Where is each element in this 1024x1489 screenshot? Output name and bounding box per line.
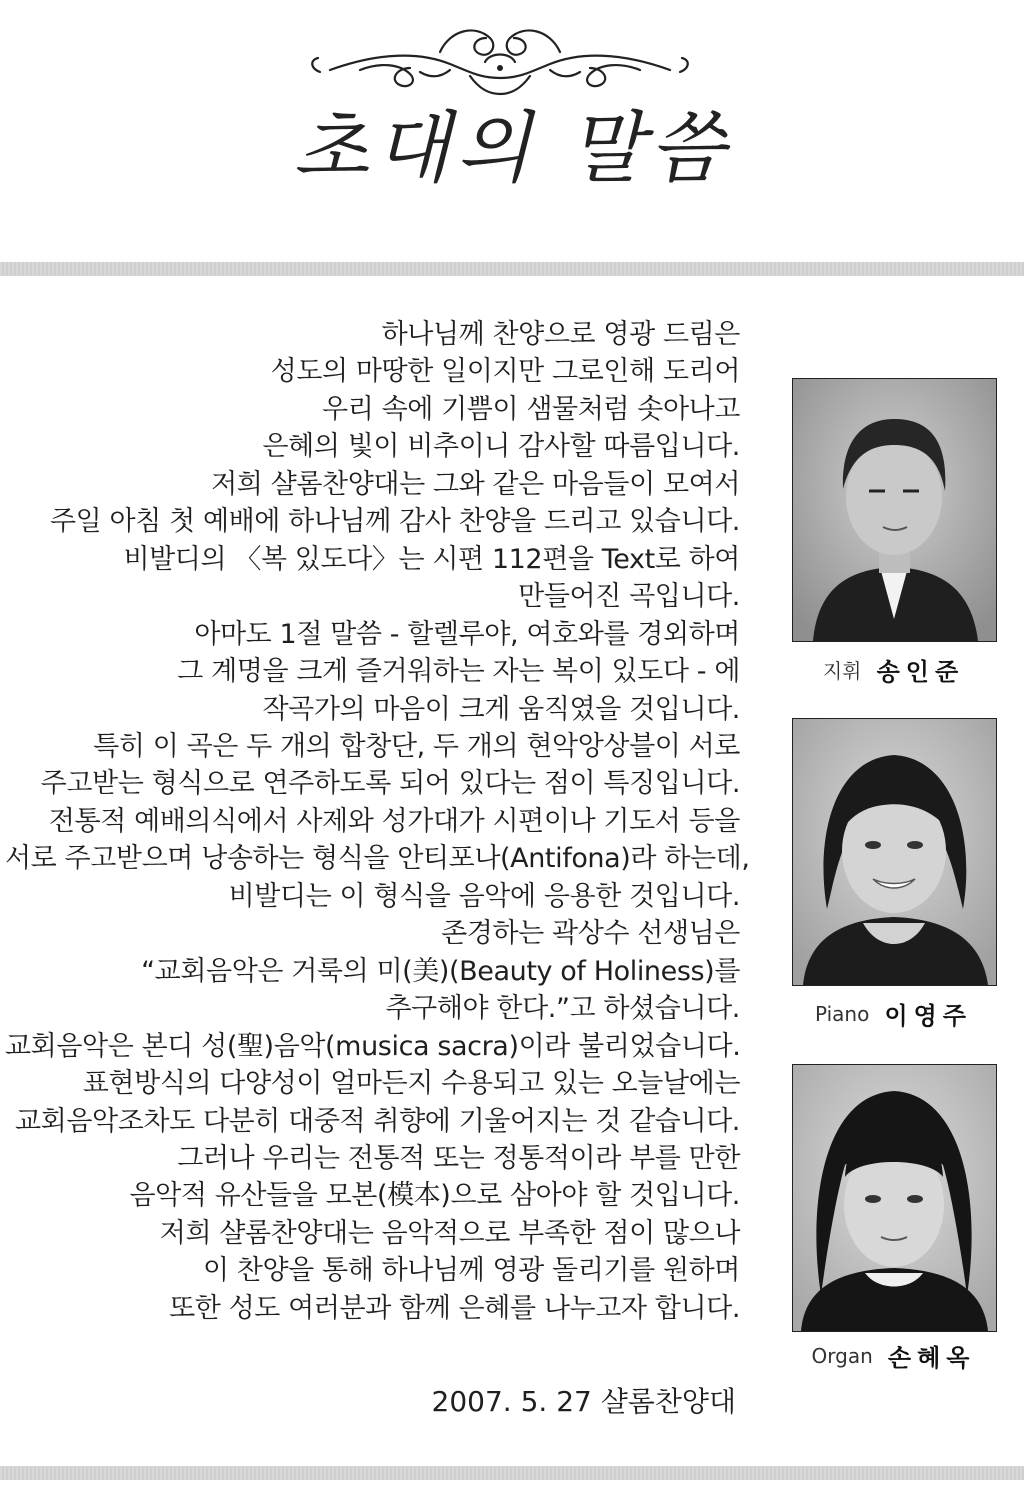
- pianist-caption: [792, 996, 995, 1031]
- body-line: 저희 샬롬찬양대는 그와 같은 마음들이 모여서: [211, 468, 740, 500]
- body-line: 전통적 예배의식에서 사제와 성가대가 시편이나 기도서 등을: [48, 805, 740, 837]
- ornament-flourish: [300, 12, 700, 102]
- body-line: 표현방식의 다양성이 얼마든지 수용되고 있는 오늘날에는: [82, 1068, 740, 1100]
- page-title: 초대의 말씀: [293, 104, 731, 194]
- body-line: 또한 성도 여러분과 함께 은혜를 나누고자 합니다.: [169, 1292, 740, 1324]
- organist-role: Organ: [811, 1343, 873, 1368]
- conductor-name: 송인준: [876, 658, 965, 686]
- body-line: 비발디의 〈복 있도다〉는 시편 112편을 Text로 하여: [123, 543, 740, 575]
- body-line: 존경하는 곽상수 선생님은: [441, 918, 740, 950]
- body-line: 교회음악은 본디 성(聖)음악(musica sacra)이라 불리었습니다.: [5, 1030, 741, 1062]
- organist-portrait: [792, 1064, 997, 1332]
- conductor-portrait: [792, 378, 997, 642]
- body-line: “교회음악은 거룩의 미(美)(Beauty of Holiness)를: [141, 955, 740, 987]
- body-line: 성도의 마땅한 일이지만 그로인해 도리어: [270, 356, 740, 388]
- body-line: 이 찬양을 통해 하나님께 영광 돌리기를 원하며: [202, 1255, 740, 1287]
- body-line: 음악적 유산들을 모본(模本)으로 삼아야 할 것입니다.: [129, 1180, 740, 1212]
- body-line: 우리 속에 기쁨이 샘물처럼 솟아나고: [322, 393, 740, 425]
- conductor-caption: [792, 652, 995, 687]
- body-line: 주일 아침 첫 예배에 하나님께 감사 찬양을 드리고 있습니다.: [49, 506, 740, 538]
- signature-date: 2007. 5. 27 샬롬찬양대: [431, 1385, 736, 1418]
- divider-band-top: [0, 262, 1024, 276]
- body-line: 저희 샬롬찬양대는 음악적으로 부족한 점이 많으나: [159, 1217, 740, 1249]
- body-line: 은혜의 빛이 비추이니 감사할 따름입니다.: [262, 431, 740, 463]
- divider-band-bottom: [0, 1466, 1024, 1480]
- organist-caption: [792, 1338, 995, 1373]
- body-line: 하나님께 찬양으로 영광 드림은: [381, 319, 740, 350]
- body-line: 교회음악조차도 다분히 대중적 취향에 기울어지는 것 같습니다.: [14, 1105, 740, 1137]
- body-line: 비발디는 이 형식을 음악에 응용한 것입니다.: [228, 880, 740, 912]
- organist-name: 손혜옥: [887, 1344, 976, 1372]
- pianist-name: 이영주: [884, 1002, 972, 1030]
- invitation-body: [5, 316, 750, 1327]
- body-line: 주고받는 형식으로 연주하도록 되어 있다는 점이 특징입니다.: [40, 768, 740, 800]
- body-line: 그 계명을 크게 즐거워하는 자는 복이 있도다 - 에: [177, 656, 740, 688]
- body-line: 작곡가의 마음이 크게 움직였을 것입니다.: [262, 693, 740, 725]
- pianist-portrait: [792, 718, 997, 986]
- pianist-role: Piano: [814, 1001, 870, 1026]
- body-line: 특히 이 곡은 두 개의 합창단, 두 개의 현악앙상블이 서로: [93, 730, 740, 762]
- body-line: 그러나 우리는 전통적 또는 정통적이라 부를 만한: [177, 1142, 740, 1174]
- body-line: 아마도 1절 말씀 - 할렐루야, 여호와를 경외하며: [194, 618, 740, 650]
- body-line: 만들어진 곡입니다.: [518, 581, 740, 613]
- body-line: 서로 주고받으며 낭송하는 형식을 안티포나(Antifona)라 하는데,: [5, 843, 750, 875]
- body-line: 추구해야 한다.”고 하셨습니다.: [385, 993, 740, 1025]
- conductor-role: 지휘: [822, 659, 862, 683]
